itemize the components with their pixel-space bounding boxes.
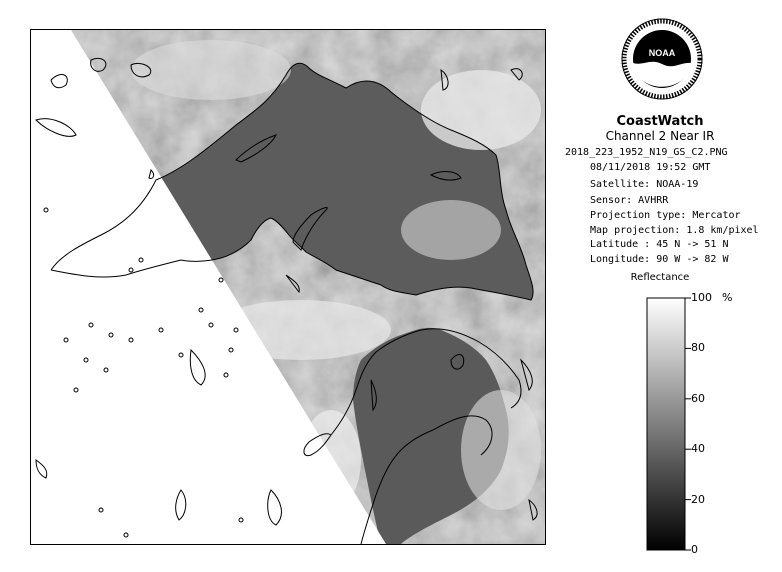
satellite: Satellite: NOAA-19: [590, 179, 699, 190]
projection-type: Projection type: Mercator: [590, 210, 741, 221]
map-projection: Map projection: 1.8 km/pixel: [590, 225, 759, 236]
longitude-range: Longitude: 90 W -> 82 W: [590, 254, 729, 265]
colorbar-tick-label: 60: [691, 391, 705, 405]
legend-unit: %: [722, 291, 733, 304]
latitude-range: Latitude : 45 N -> 51 N: [590, 239, 729, 250]
colorbar-tick-label: 80: [691, 341, 705, 355]
colorbar-tick-label: 20: [691, 492, 705, 506]
legend-title: Reflectance: [630, 272, 690, 283]
noaa-logo: [621, 18, 703, 100]
noaa-logo-text: NOAA: [648, 48, 676, 58]
colorbar-tick-label: 0: [691, 543, 698, 556]
colorbar-tick-label: 100: [691, 291, 712, 304]
satellite-image-map[interactable]: [30, 29, 546, 545]
app-title: CoastWatch: [616, 114, 704, 129]
channel-label: Channel 2 Near IR: [605, 129, 715, 143]
sensor: Sensor: AVHRR: [590, 195, 669, 206]
colorbar-gradient: [647, 298, 685, 550]
filename: 2018_223_1952_N19_GS_C2.PNG: [565, 147, 728, 158]
reflectance-colorbar: [640, 290, 780, 560]
colorbar-tick-label: 40: [691, 442, 705, 456]
datetime: 08/11/2018 19:52 GMT: [590, 162, 711, 173]
image-swath: [31, 30, 545, 544]
